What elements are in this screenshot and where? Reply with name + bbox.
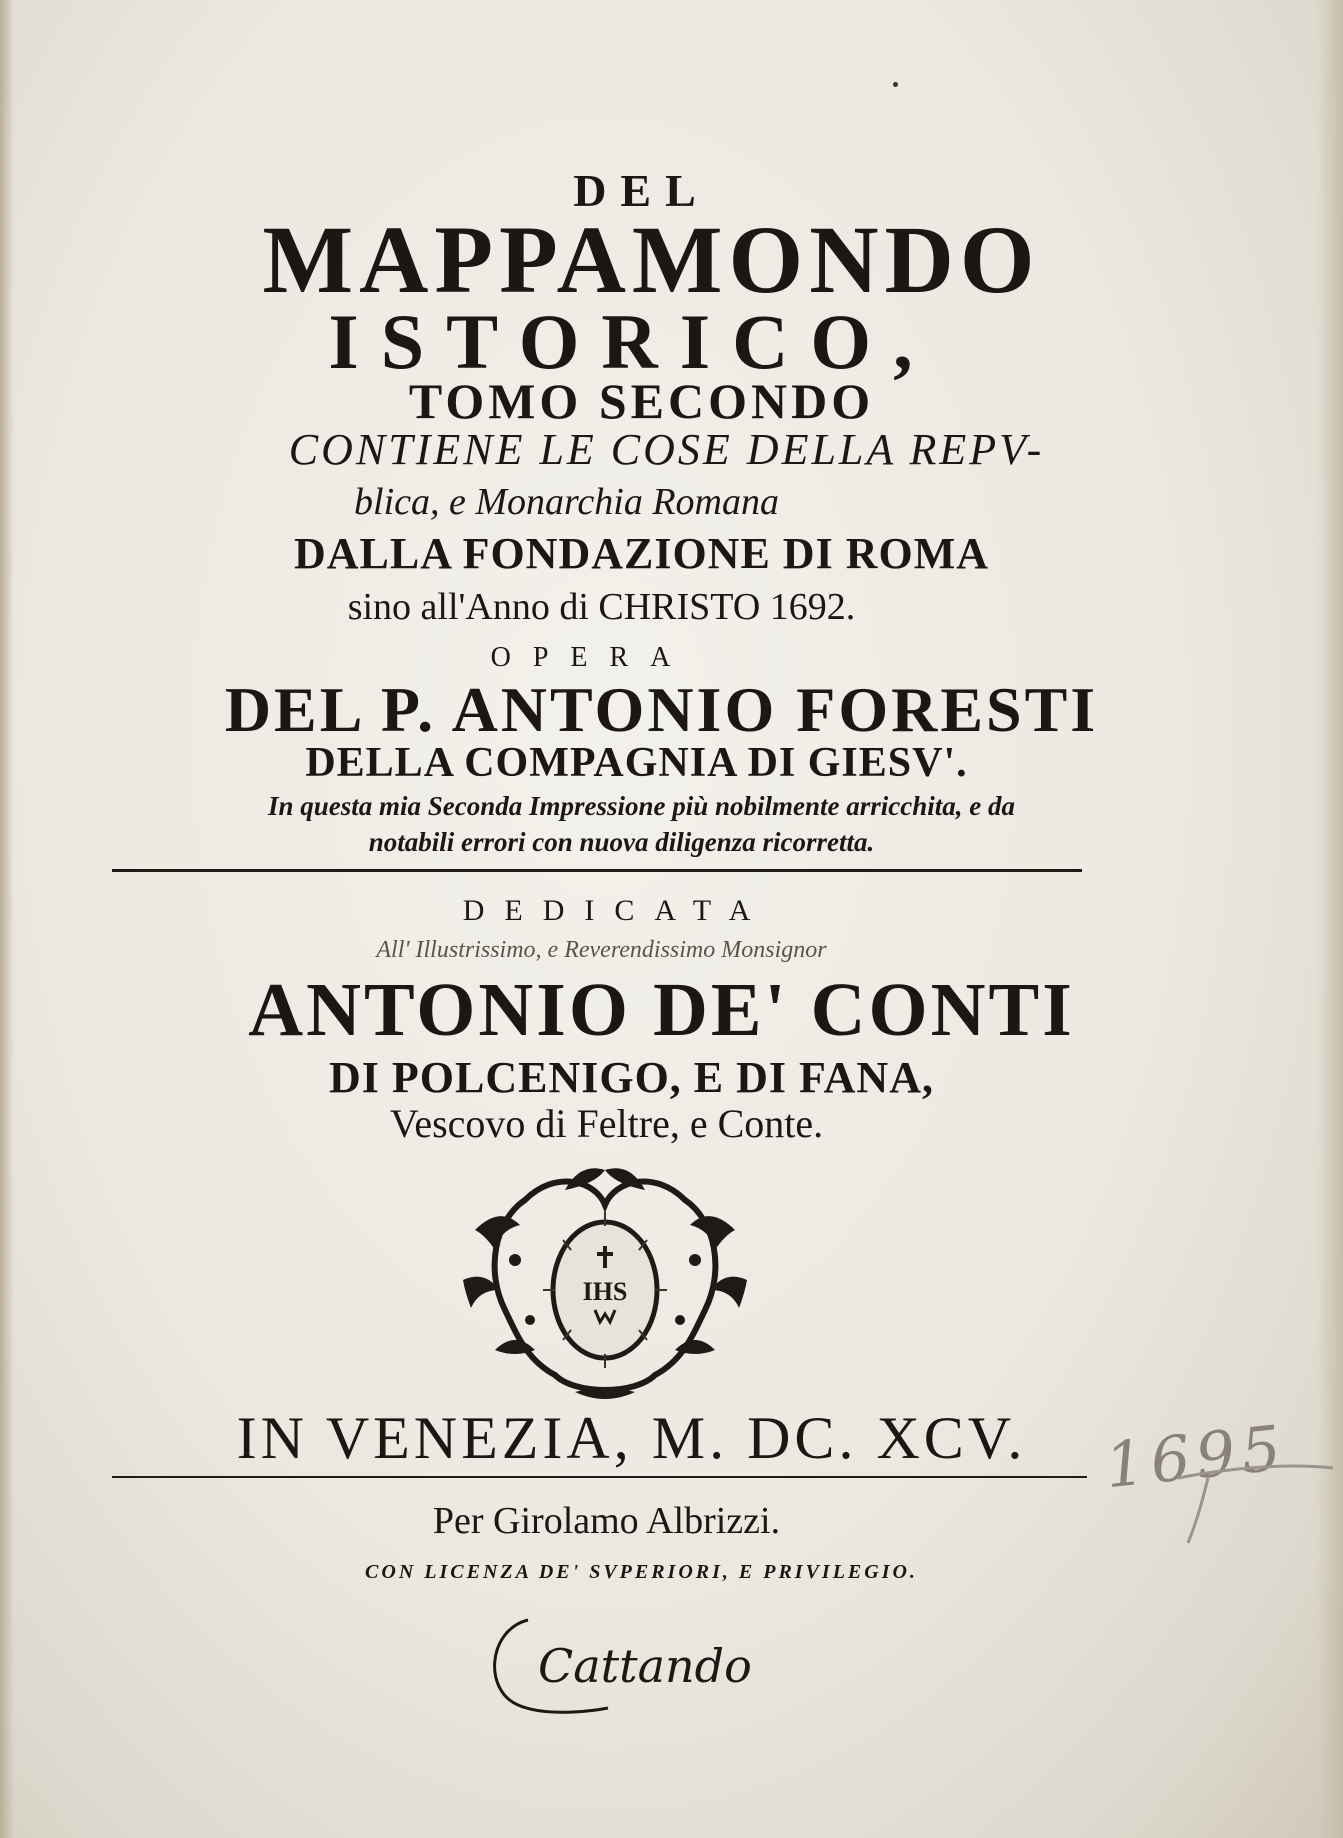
license-note: CON LICENZA DE' SVPERIORI, E PRIVILEGIO. — [365, 1561, 918, 1583]
jesuit-emblem-ornament — [455, 1160, 755, 1410]
subtitle-line-4: sino all'Anno di CHRISTO 1692. — [347, 586, 856, 628]
dedication-label: DEDICATA — [462, 894, 771, 927]
title-del: DEL — [573, 165, 710, 216]
emblem-text: IHS — [582, 1277, 628, 1306]
divider-rule-2 — [112, 1476, 1087, 1478]
subtitle-line-2: blica, e Monarchia Romana — [354, 481, 779, 523]
edition-note-2: notabili errori con nuova diligenza ricorretta. — [368, 827, 875, 857]
signature-text: Cattando — [538, 1639, 752, 1693]
divider-rule-1 — [112, 869, 1082, 872]
ink-speck — [893, 82, 898, 87]
volume-number: TOMO SECONDO — [408, 373, 875, 429]
ownership-signature — [478, 1610, 778, 1730]
opera-label: OPERA — [490, 642, 693, 673]
author-society: DELLA COMPAGNIA DI GIESV'. — [305, 740, 968, 786]
dedication-honorific: All' Illustrissimo, e Reverendissimo Monsignor — [376, 937, 827, 963]
printer-name: Per Girolamo Albrizzi. — [432, 1500, 781, 1542]
author-name: DEL P. ANTONIO FORESTI — [224, 674, 1099, 745]
dedicatee-office: Vescovo di Feltre, e Conte. — [389, 1101, 824, 1146]
title-istorico: ISTORICO, — [328, 298, 935, 385]
subtitle-line-1: CONTIENE LE COSE DELLA REPV- — [288, 425, 1045, 474]
handwritten-year-annotation: 1695 — [1101, 1410, 1291, 1503]
handwritten-stroke — [1168, 1448, 1338, 1558]
dedicatee-name: ANTONIO DE' CONTI — [248, 968, 1075, 1052]
dedicatee-title: DI POLCENIGO, E DI FANA, — [328, 1053, 934, 1102]
edition-note-1: In questa mia Seconda Impressione più nobilmente arricchita, e da — [267, 791, 1016, 821]
imprint-place-date: IN VENEZIA, M. DC. XCV. — [236, 1405, 1027, 1471]
subtitle-line-3: DALLA FONDAZIONE DI ROMA — [293, 529, 990, 578]
title-mappamondo: MAPPAMONDO — [262, 206, 1041, 313]
